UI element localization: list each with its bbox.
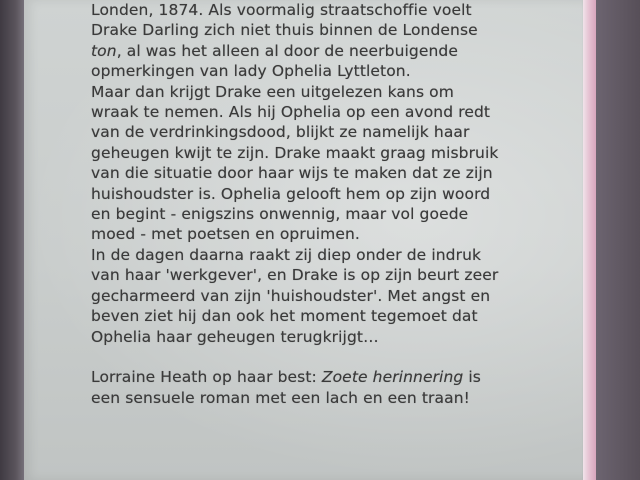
blurb-line: wraak te nemen. Als hij Ophelia op een avond redt — [91, 103, 491, 122]
closing-suffix: is — [463, 368, 481, 387]
book-title: Zoete herinnering — [321, 368, 464, 387]
blurb-line: beven ziet hij dan ook het moment tegemoet dat — [91, 307, 478, 326]
blurb-line: Ophelia haar geheugen terugkrijgt… — [91, 327, 379, 346]
blurb-line: van haar 'werkgever', en Drake is op zijn beurt zeer — [91, 266, 499, 285]
dark-surface-right — [596, 0, 640, 480]
closing-line — [91, 367, 571, 387]
blurb-line: van die situatie door haar wijs te maken dat ze zijn — [91, 164, 493, 183]
blurb-line: gecharmeerd van zijn 'huishoudster'. Met angst en — [91, 286, 491, 305]
dark-surface-left — [0, 0, 26, 480]
blurb-line: en begint - enigszins onwennig, maar vol goede — [91, 205, 469, 224]
blurb-line: huishoudster is. Ophelia gelooft hem op zijn woord — [91, 184, 491, 203]
closing-line: een sensuele roman met een lach en een traan! — [91, 388, 470, 407]
blurb-line: Londen, 1874. Als voormalig straatschoffie voelt — [91, 1, 472, 19]
blurb-line: Drake Darling zich niet thuis binnen de Londense — [91, 21, 478, 40]
blurb-line — [91, 41, 571, 61]
closing-prefix: Lorraine Heath op haar best: — [91, 368, 322, 387]
book-back-cover — [24, 0, 586, 480]
blurb-line: In de dagen daarna raakt zij diep onder de indruk — [91, 245, 482, 264]
blurb-text — [91, 0, 571, 408]
blurb-line: van de verdrinkingsdood, blijkt ze namelijk haar — [91, 123, 470, 142]
blurb-line: Maar dan krijgt Drake een uitgelezen kans om — [91, 82, 454, 101]
spine-accent-strip — [583, 0, 596, 480]
blurb-line: geheugen kwijt te zijn. Drake maakt graag misbruik — [91, 143, 499, 162]
blurb-line: opmerkingen van lady Ophelia Lyttleton. — [91, 62, 411, 81]
blurb-italic-word: ton — [91, 41, 117, 60]
paragraph-gap — [91, 347, 571, 367]
blurb-line-rest: , al was het alleen al door de neerbuigende — [116, 41, 458, 60]
blurb-line: moed - met poetsen en opruimen. — [91, 225, 360, 244]
